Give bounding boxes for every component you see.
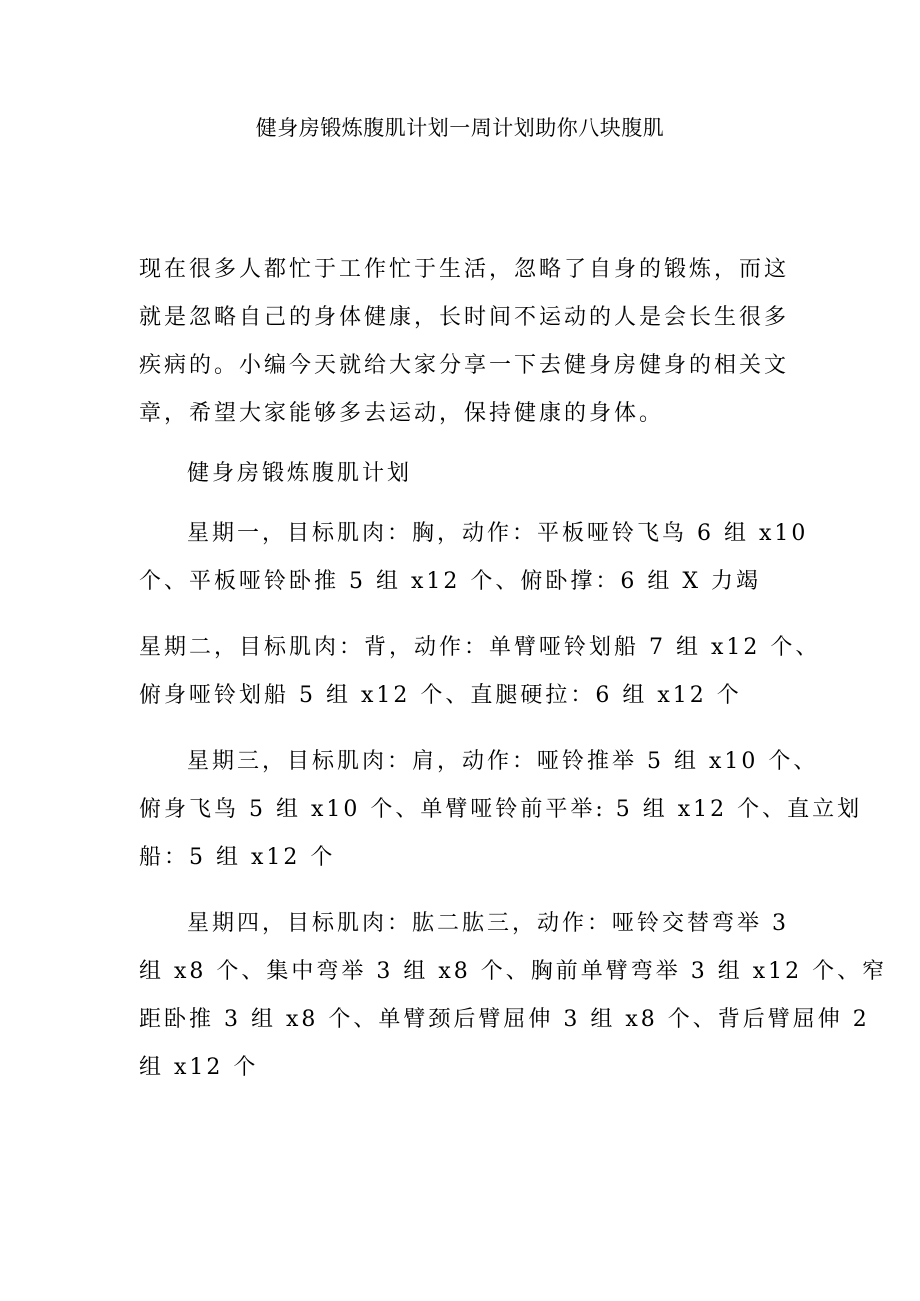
wednesday-line: 俯身飞鸟 5 组 x10 个、单臂哑铃前平举: 5 组 x12 个、直立划 bbox=[139, 797, 863, 822]
section-heading: 健身房锻炼腹肌计划 bbox=[187, 461, 413, 486]
thursday-line: 星期四，目标肌肉：肱二肱三，动作：哑铃交替弯举 3 bbox=[187, 911, 789, 936]
monday-line: 个、平板哑铃卧推 5 组 x12 个、俯卧撑：6 组 X 力竭 bbox=[139, 569, 762, 594]
intro-line: 章，希望大家能够多去运动，保持健康的身体。 bbox=[139, 401, 665, 426]
thursday-line: 组 x8 个、集中弯举 3 组 x8 个、胸前单臂弯举 3 组 x12 个、窄 bbox=[139, 959, 888, 984]
tuesday-line: 星期二，目标肌肉：背，动作：单臂哑铃划船 7 组 x12 个、 bbox=[139, 635, 821, 660]
tuesday-plan bbox=[139, 624, 821, 720]
thursday-plan bbox=[139, 900, 888, 1092]
wednesday-plan bbox=[139, 738, 863, 882]
document-body bbox=[139, 246, 888, 1110]
intro-line: 疾病的。小编今天就给大家分享一下去健身房健身的相关文 bbox=[139, 353, 790, 378]
monday-plan bbox=[139, 510, 809, 606]
intro-paragraph bbox=[139, 246, 790, 438]
thursday-line: 距卧推 3 组 x8 个、单臂颈后臂屈伸 3 组 x8 个、背后臂屈伸 2 bbox=[139, 1007, 870, 1032]
tuesday-line: 俯身哑铃划船 5 组 x12 个、直腿硬拉：6 组 x12 个 bbox=[139, 683, 742, 708]
intro-line: 现在很多人都忙于工作忙于生活，忽略了自身的锻炼，而这 bbox=[139, 257, 790, 282]
wednesday-line: 船：5 组 x12 个 bbox=[139, 845, 336, 870]
intro-line: 就是忽略自己的身体健康，长时间不运动的人是会长生很多 bbox=[139, 305, 790, 330]
thursday-line: 组 x12 个 bbox=[139, 1055, 259, 1080]
monday-line: 星期一，目标肌肉：胸，动作：平板哑铃飞鸟 6 组 x10 bbox=[187, 521, 809, 546]
wednesday-line: 星期三，目标肌肉：肩，动作：哑铃推举 5 组 x10 个、 bbox=[187, 749, 819, 774]
document-title: 健身房锻炼腹肌计划一周计划助你八块腹肌 bbox=[255, 116, 665, 140]
